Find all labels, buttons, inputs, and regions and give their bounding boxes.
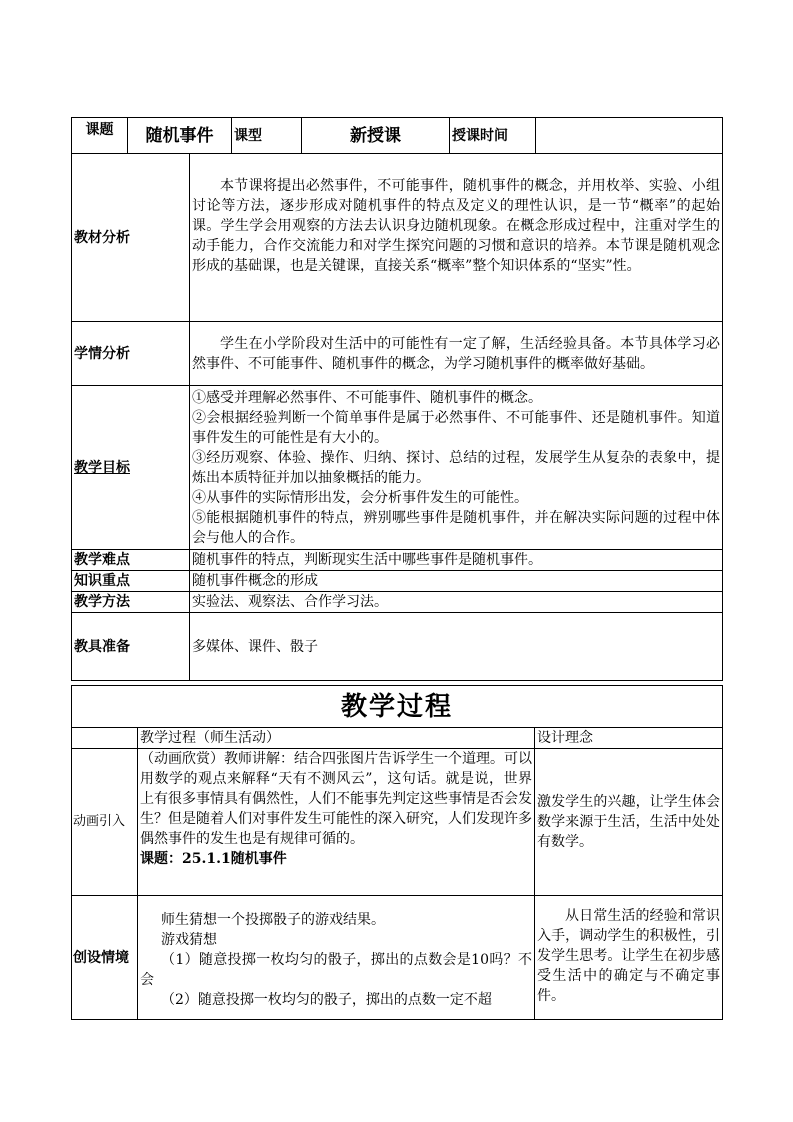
activity-line: （1）随意投掷一枚均匀的骰子，掷出的点数会是10吗？不会 — [140, 952, 532, 988]
concept-cell-scenario — [535, 896, 723, 1020]
students-row — [72, 322, 723, 386]
students-label: 学情分析 — [72, 322, 190, 386]
lesson-topic-text: 课题：25.1.1随机事件 — [140, 851, 287, 867]
goals-row — [72, 386, 723, 550]
topic-value: 随机事件 — [128, 118, 232, 154]
type-label: 课型 — [232, 118, 302, 154]
time-label: 授课时间 — [450, 118, 536, 154]
material-row — [72, 154, 723, 322]
process-row-scenario — [72, 896, 723, 1020]
goal-item: ②会根据经验判断一个简单事件是属于必然事件、不可能事件、还是随机事件。知道事件发生的可能性是有大小的。 — [192, 409, 720, 446]
goals-cell — [190, 386, 723, 550]
method-row — [72, 592, 723, 613]
goals-label — [72, 386, 190, 550]
goal-item: ①感受并理解必然事件、不可能事件、随机事件的概念。 — [192, 389, 542, 406]
goal-item: ③经历观察、体验、操作、归纳、探讨、总结的过程，发展学生从复杂的表象中，提炼出本质特征并加以抽象概括的能力。 — [192, 449, 720, 486]
material-label: 教材分析 — [72, 154, 190, 322]
time-value — [536, 118, 723, 154]
concept-text: 激发学生的兴趣，让学生体会数学来源于生活，生活中处处有数学。 — [537, 794, 721, 850]
concept-cell-animation — [535, 749, 723, 896]
students-text: 学生在小学阶段对生活中的可能性有一定了解，生活经验具备。本节具体学习必然事件、不可能事件、随机事件的概念，为学习随机事件的概率做好基础。 — [192, 335, 720, 372]
activity-line: 游戏猜想 — [161, 932, 217, 948]
type-value: 新授课 — [302, 118, 450, 154]
activity-line: （2）随意投掷一枚均匀的骰子，掷出的点数一定不超 — [161, 992, 492, 1008]
method-label: 教学方法 — [72, 592, 190, 613]
process-header-empty — [72, 728, 138, 749]
goal-item: ④从事件的实际情形出发，会分析事件发生的可能性。 — [192, 489, 528, 506]
difficulty-label: 教学难点 — [72, 550, 190, 571]
key-label: 知识重点 — [72, 571, 190, 592]
process-table — [71, 685, 723, 1020]
header-row — [72, 118, 723, 154]
tools-label: 教具准备 — [72, 613, 190, 681]
process-title-row — [72, 686, 723, 728]
activity-cell-animation — [138, 749, 535, 896]
process-header-row — [72, 728, 723, 749]
method-text: 实验法、观察法、合作学习法。 — [190, 592, 723, 613]
goal-item: ⑤能根据随机事件的特点，辨别哪些事件是随机事件，并在解决实际问题的过程中体会与他人的合作。 — [192, 509, 720, 546]
tools-text: 多媒体、课件、骰子 — [190, 613, 723, 681]
lesson-info-table — [71, 117, 723, 681]
key-text: 随机事件概念的形成 — [190, 571, 723, 592]
material-cell — [190, 154, 723, 322]
process-title: 教学过程 — [72, 686, 723, 728]
activity-cell-scenario — [138, 896, 535, 1020]
row-label-animation: 动画引入 — [72, 749, 138, 896]
key-row — [72, 571, 723, 592]
col-concept-header: 设计理念 — [535, 728, 723, 749]
goals-label-text: 教学目标 — [74, 459, 130, 476]
students-cell — [190, 322, 723, 386]
material-text: 本节课将提出必然事件，不可能事件，随机事件的概念，并用枚举、实验、小组讨论等方法，逐步形成对随机事件的特点及定义的理性认识，是一节“概率”的起始课。学生学会用观察的方法去认识身边随机现象。在概念形成过程中，注重对学生的动手能力，合作交流能力和对学生探究问题的习惯和意识的培养。本节课是随机观念形成的基础课，也是关键课，直接关系“概率”整个知识体系的“坚实”性。 — [192, 178, 720, 274]
row-label-scenario: 创设情境 — [72, 896, 138, 1020]
col-activity-header: 教学过程（师生活动） — [138, 728, 535, 749]
topic-label: 课题 — [72, 118, 128, 154]
process-row-animation — [72, 749, 723, 896]
tools-row — [72, 613, 723, 681]
activity-line: 师生猜想一个投掷骰子的游戏结果。 — [161, 912, 385, 928]
difficulty-row — [72, 550, 723, 571]
difficulty-text: 随机事件的特点，判断现实生活中哪些事件是随机事件。 — [190, 550, 723, 571]
concept-text: 从日常生活的经验和常识入手，调动学生的积极性，引发学生思考。让学生在初步感受生活中的确定与不确定事件。 — [537, 908, 721, 1004]
activity-text: （动画欣赏）教师讲解：结合四张图片告诉学生一个道理。可以用数学的观点来解释“天有不测风云”，这句话。就是说，世界上有很多事情具有偶然性，人们不能事先判定这些事情是否会发生？但是随着人们对事件发生可能性的深入研究，人们发现许多偶然事件的发生也是有规律可循的。 — [140, 751, 532, 847]
